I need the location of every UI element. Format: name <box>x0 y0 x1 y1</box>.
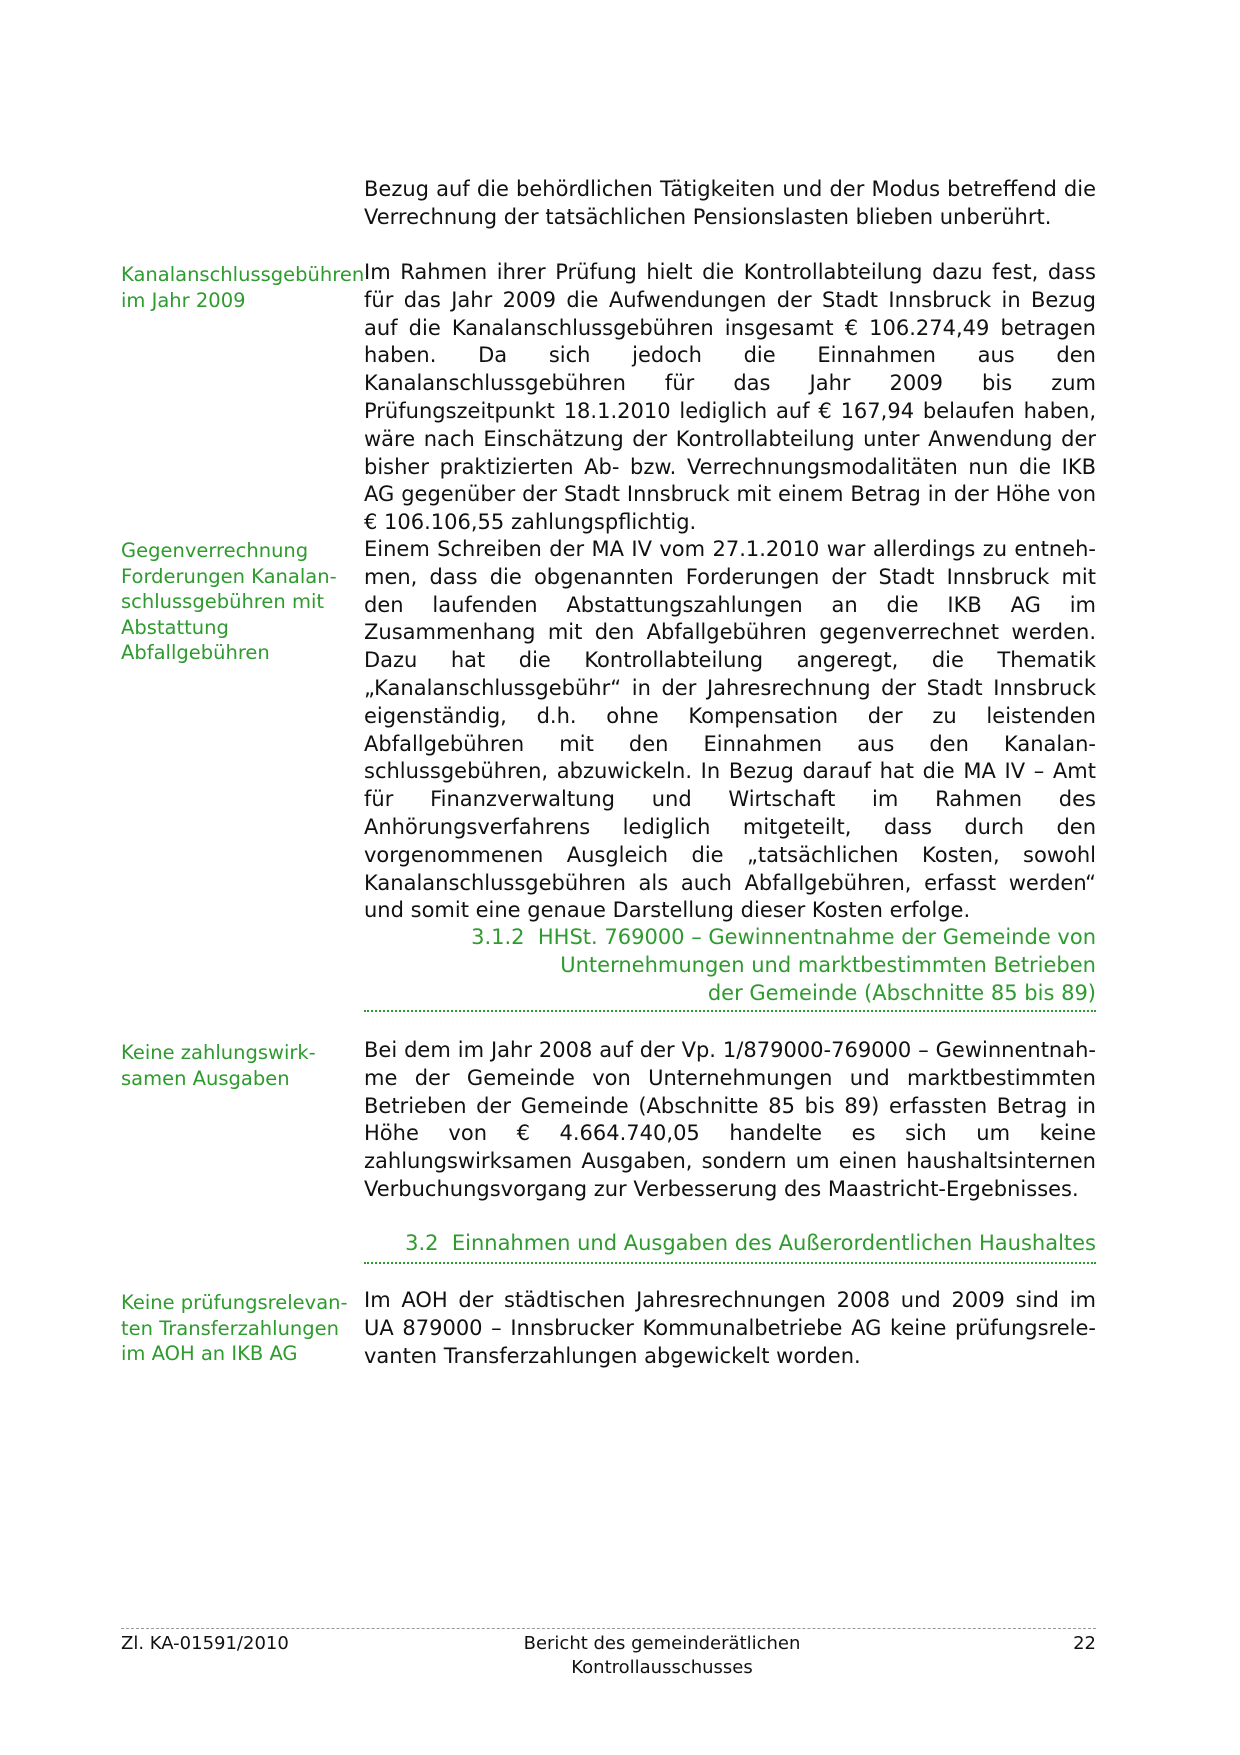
margin-note-line: ten Transferzahlungen <box>121 1316 340 1340</box>
margin-note-line: Forderungen Kanalan- <box>121 564 337 588</box>
footer-rule <box>121 1628 1096 1629</box>
heading-line: 3.1.2 HHSt. 769000 – Gewinnentnahme der Gemeinde von <box>471 925 1096 949</box>
heading-line: der Gemeinde (Abschnitte 85 bis 89) <box>707 980 1096 1005</box>
body-paragraph-kanalanschluss: Im Rahmen ihrer Prüfung hielt die Kontrollabteilung dazu fest, dass für das Jahr 2009 die Aufwendungen der Stadt Innsbruck in Bezug auf die Kanalanschlussgebühren insgesamt € 106.274,49 betragen haben. Da sich jedoch die Einnahmen aus den Kanalanschlussgebühren für das Jahr 2009 bis zum Prüfungszeitpunkt 18.1.2010 lediglich auf € 167,94 belaufen haben, wäre nach Einschätzung der Kontrollabteilung unter Anwendung der bisher praktizierten Ab- bzw. Verrechnungsmodalitäten nun die IKB AG gegenüber der Stadt Innsbruck mit einem Betrag in der Höhe von € 106.106,55 zahlungspflichtig. <box>364 260 1096 535</box>
margin-note-line: im Jahr 2009 <box>121 288 246 312</box>
margin-note-line: Keine prüfungsrelevan- <box>121 1291 348 1314</box>
margin-note-zahlungswirksam <box>121 1040 353 1091</box>
footer-reference: Zl. KA-01591/2010 <box>121 1633 289 1654</box>
margin-note-line: Abfallgebühren <box>121 641 270 664</box>
margin-note-kanalanschluss <box>121 262 365 313</box>
body-paragraph-gegenverrechnung: Einem Schreiben der MA IV vom 27.1.2010 war allerdings zu entnehmen, dass die obgenannten Forderungen der Stadt Innsbruck mit den laufenden Abstattungszahlungen an die IKB AG im Zusammenhang mit den Abfallgebühren gegenverrechnet werden. Dazu hat die Kontrollabteilung angeregt, die Thematik „Kanalanschlussgebühr“ in der Jahresrechnung der Stadt Innsbruck eigenständig, d.h. ohne Kompensation der zu leistenden Abfallgebühren mit den Einnahmen aus den Kanalanschlussgebühren, abzuwickeln. In Bezug darauf hat die MA IV – Amt für Finanzverwaltung und Wirtschaft im Rahmen des Anhörungsverfahrens lediglich mitgeteilt, dass durch den vorgenommenen Ausgleich die „tatsächlichen Kosten, sowohl Kanalanschlussgebühren als auch Abfallgebühren, erfasst werden“ und somit eine genaue Darstellung dieser Kosten erfolge. <box>364 537 1096 923</box>
page-number: 22 <box>1073 1633 1096 1654</box>
body-paragraph-zahlungswirksam: Bei dem im Jahr 2008 auf der Vp. 1/879000-769000 – Gewinnentnahme der Gemeinde von Unternehmungen und marktbestimmten Betrieben der Gemeinde (Abschnitte 85 bis 89) erfassten Betrag in Höhe von € 4.664.740,05 handelte es sich um keine zahlungswirksamen Ausgaben, sondern um einen haushaltsinternen Verbuchungsvorgang zur Verbesserung des Maastricht-Ergebnisses. <box>364 1038 1096 1201</box>
heading-rule <box>364 1010 1096 1012</box>
heading-line: 3.2 Einnahmen und Ausgaben des Außerordentlichen Haushaltes <box>405 1231 1096 1255</box>
margin-note-line: Keine zahlungswirk- <box>121 1041 316 1064</box>
margin-note-transferzahlungen <box>121 1290 353 1367</box>
section-heading-3-1-2 <box>364 924 1096 1007</box>
margin-note-line: im AOH an IKB AG <box>121 1342 298 1365</box>
margin-note-line: schlussgebühren mit <box>121 590 325 613</box>
body-paragraph-transferzahlungen: Im AOH der städtischen Jahresrechnungen 2008 und 2009 sind im UA 879000 – Innsbrucker Kommunalbetriebe AG keine prüfungsrelevanten Transferzahlungen abgewickelt worden. <box>364 1288 1096 1368</box>
margin-note-line: Kanalanschlussgebühren <box>121 263 365 286</box>
heading-rule <box>364 1262 1096 1264</box>
body-paragraph-continuation: Bezug auf die behördlichen Tätigkeiten und der Modus betreffend die Verrechnung der tatsächlichen Pensionslasten blieben unberührt. <box>364 177 1096 229</box>
footer-title: Bericht des gemeinderätlichen Kontrollausschusses <box>523 1633 801 1678</box>
heading-line: Unternehmungen und marktbestimmten Betrieben <box>560 952 1096 977</box>
section-heading-3-2 <box>364 1230 1096 1258</box>
margin-note-line: samen Ausgaben <box>121 1066 290 1090</box>
margin-note-line: Gegenverrechnung <box>121 539 309 562</box>
margin-note-gegenverrechnung <box>121 538 353 666</box>
margin-note-line: Abstattung <box>121 615 229 639</box>
